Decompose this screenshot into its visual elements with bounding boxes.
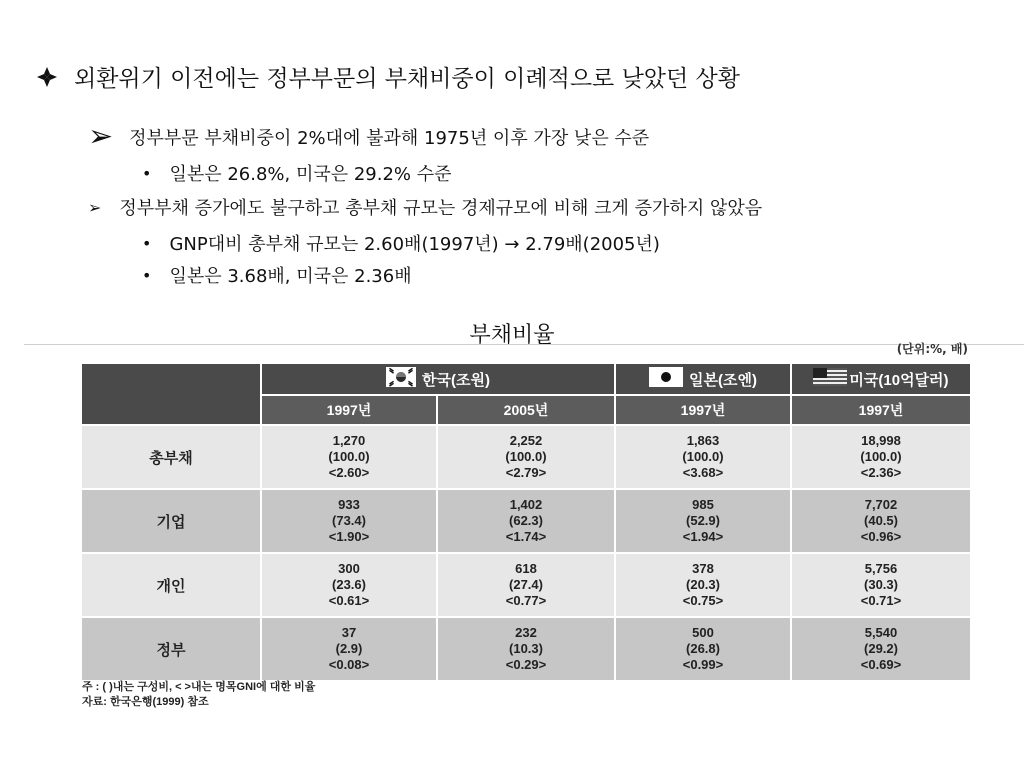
arrowhead-bullet-icon: ➢ [88,197,102,217]
row-label: 개인 [81,553,261,617]
header-korea-label: 한국(조원) [422,371,490,389]
year-header: 1997년 [261,395,437,425]
korea-flag-icon [386,367,416,391]
table-cell: 618 (27.4) <0.77> [437,553,615,617]
table-row-government [81,617,971,681]
row-label: 총부채 [81,425,261,489]
table-cell: 2,252 (100.0) <2.79> [437,425,615,489]
dot-bullet-icon: • [142,233,152,253]
bullet-sub2 [88,194,762,220]
header-korea [261,363,615,395]
table-row-household [81,553,971,617]
table-cell: 985 (52.9) <1.94> [615,489,791,553]
year-header: 2005년 [437,395,615,425]
table-cell: 232 (10.3) <0.29> [437,617,615,681]
dot-bullet-icon: • [142,265,152,285]
table-row-corporate [81,489,971,553]
bullet-main-text: 외환위기 이전에는 정부부문의 부채비중이 이례적으로 낮았던 상황 [74,66,740,92]
bullet-sub2-detail2 [142,262,412,288]
bullet-sub1-detail-text: 일본은 26.8%, 미국은 29.2% 수준 [169,164,452,185]
bullet-main [36,60,740,93]
row-label: 기업 [81,489,261,553]
table-cell: 18,998 (100.0) <2.36> [791,425,971,489]
table-notes [82,680,315,710]
diamond-bullet-icon [36,66,62,88]
japan-flag-icon [649,367,683,391]
table-corner-cell [81,363,261,425]
table-cell: 933 (73.4) <1.90> [261,489,437,553]
dot-bullet-icon: • [142,163,152,183]
table-note: 주 : ( )내는 구성비, < >내는 명목GNI에 대한 비율 [82,681,316,693]
table-cell: 37 (2.9) <0.08> [261,617,437,681]
table-title: 부채비율 [469,323,555,348]
unit-label: (단위:%, 배) [896,342,968,356]
bullet-sub1 [88,119,650,154]
bullet-sub2-detail1-text: GNP대비 총부채 규모는 2.60배(1997년) → 2.79배(2005년) [169,234,660,255]
row-label: 정부 [81,617,261,681]
table-cell: 5,540 (29.2) <0.69> [791,617,971,681]
table-cell: 7,702 (40.5) <0.96> [791,489,971,553]
table-cell: 378 (20.3) <0.75> [615,553,791,617]
table-source: 자료: 한국은행(1999) 참조 [82,696,209,708]
year-header: 1997년 [791,395,971,425]
table-cell: 300 (23.6) <0.61> [261,553,437,617]
bullet-sub1-text: 정부부문 부채비중이 2%대에 불과해 1975년 이후 가장 낮은 수준 [129,128,650,149]
usa-flag-icon [813,368,847,390]
arrowhead-bullet-icon: ➢ [88,119,114,154]
table-cell: 1,402 (62.3) <1.74> [437,489,615,553]
header-japan [615,363,791,395]
header-usa [791,363,971,395]
table-cell: 1,863 (100.0) <3.68> [615,425,791,489]
table-row-total-debt [81,425,971,489]
bullet-sub2-detail1 [142,230,660,256]
bullet-sub2-detail2-text: 일본은 3.68배, 미국은 2.36배 [169,266,412,287]
bullet-sub2-text: 정부부채 증가에도 불구하고 총부채 규모는 경제규모에 비해 크게 증가하지 않았음 [119,198,763,219]
header-japan-label: 일본(조엔) [689,371,757,389]
table-cell: 5,756 (30.3) <0.71> [791,553,971,617]
debt-ratio-table [80,362,972,682]
bullet-sub1-detail [142,160,452,186]
year-header: 1997년 [615,395,791,425]
header-usa-label: 미국(10억달러) [849,371,949,389]
table-cell: 1,270 (100.0) <2.60> [261,425,437,489]
table-cell: 500 (26.8) <0.99> [615,617,791,681]
